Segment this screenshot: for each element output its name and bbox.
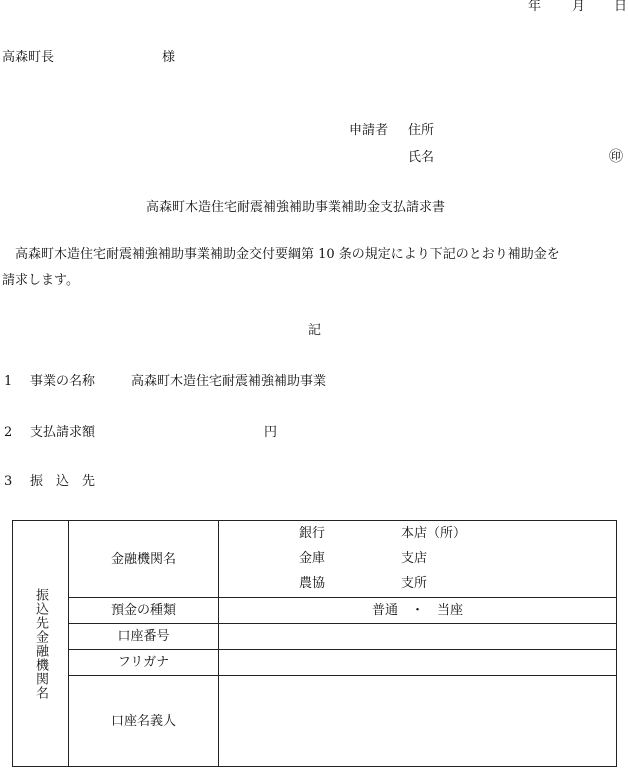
date-day-label: 日 (614, 0, 628, 14)
bank-type-1: 銀行 (299, 526, 326, 541)
item-2-label: 支払請求額 (30, 425, 96, 440)
item-2-unit: 円 (264, 425, 278, 440)
item-1-number: 1 (4, 374, 13, 389)
bank-branch-3: 支所 (401, 576, 428, 591)
date-line (0, 0, 628, 16)
item-3-label: 振 込 先 (30, 474, 96, 489)
body-line-1: 高森町木造住宅耐震補強補助事業補助金交付要綱第 10 条の規定により下記のとおり補助金を (15, 247, 560, 262)
account-number-label: 口座番号 (69, 624, 219, 650)
item-2-number: 2 (4, 425, 13, 440)
financial-institution-field[interactable] (219, 521, 617, 598)
date-year-label: 年 (528, 0, 542, 14)
applicant-role: 申請者 (349, 123, 389, 138)
item-3-number: 3 (4, 474, 13, 489)
seal-mark: ㊞ (609, 149, 623, 165)
bank-grid (219, 521, 616, 597)
applicant-address-label: 住所 (408, 123, 435, 138)
transfer-table (12, 520, 617, 767)
item-1-value: 高森町木造住宅耐震補強補助事業 (131, 374, 327, 389)
applicant-name-label: 氏名 (408, 150, 435, 165)
account-holder-field[interactable] (219, 676, 617, 767)
bank-type-3: 農協 (299, 576, 326, 591)
addressee-name: 高森町長 (2, 50, 55, 65)
account-holder-label: 口座名義人 (69, 676, 219, 767)
addressee-honorific: 様 (162, 50, 176, 65)
bank-type-2: 金庫 (299, 551, 326, 566)
item-1-label: 事業の名称 (30, 374, 96, 389)
deposit-type-label: 預金の種類 (69, 598, 219, 624)
document-title: 高森町木造住宅耐震補強補助事業補助金支払請求書 (146, 200, 446, 215)
deposit-type-options[interactable]: 普通 ・ 当座 (219, 598, 617, 624)
side-label-cell (13, 521, 69, 767)
date-month-label: 月 (572, 0, 586, 14)
bank-branch-1: 本店（所） (401, 526, 467, 541)
financial-institution-label: 金融機関名 (69, 521, 219, 598)
body-line-2: 請求します。 (2, 273, 79, 288)
bank-branch-2: 支店 (401, 551, 428, 566)
furigana-label: フリガナ (69, 650, 219, 676)
ki-heading: 記 (308, 323, 322, 338)
account-number-field[interactable] (219, 624, 617, 650)
side-label: 振込先金融機関名 (33, 587, 48, 700)
furigana-field[interactable] (219, 650, 617, 676)
